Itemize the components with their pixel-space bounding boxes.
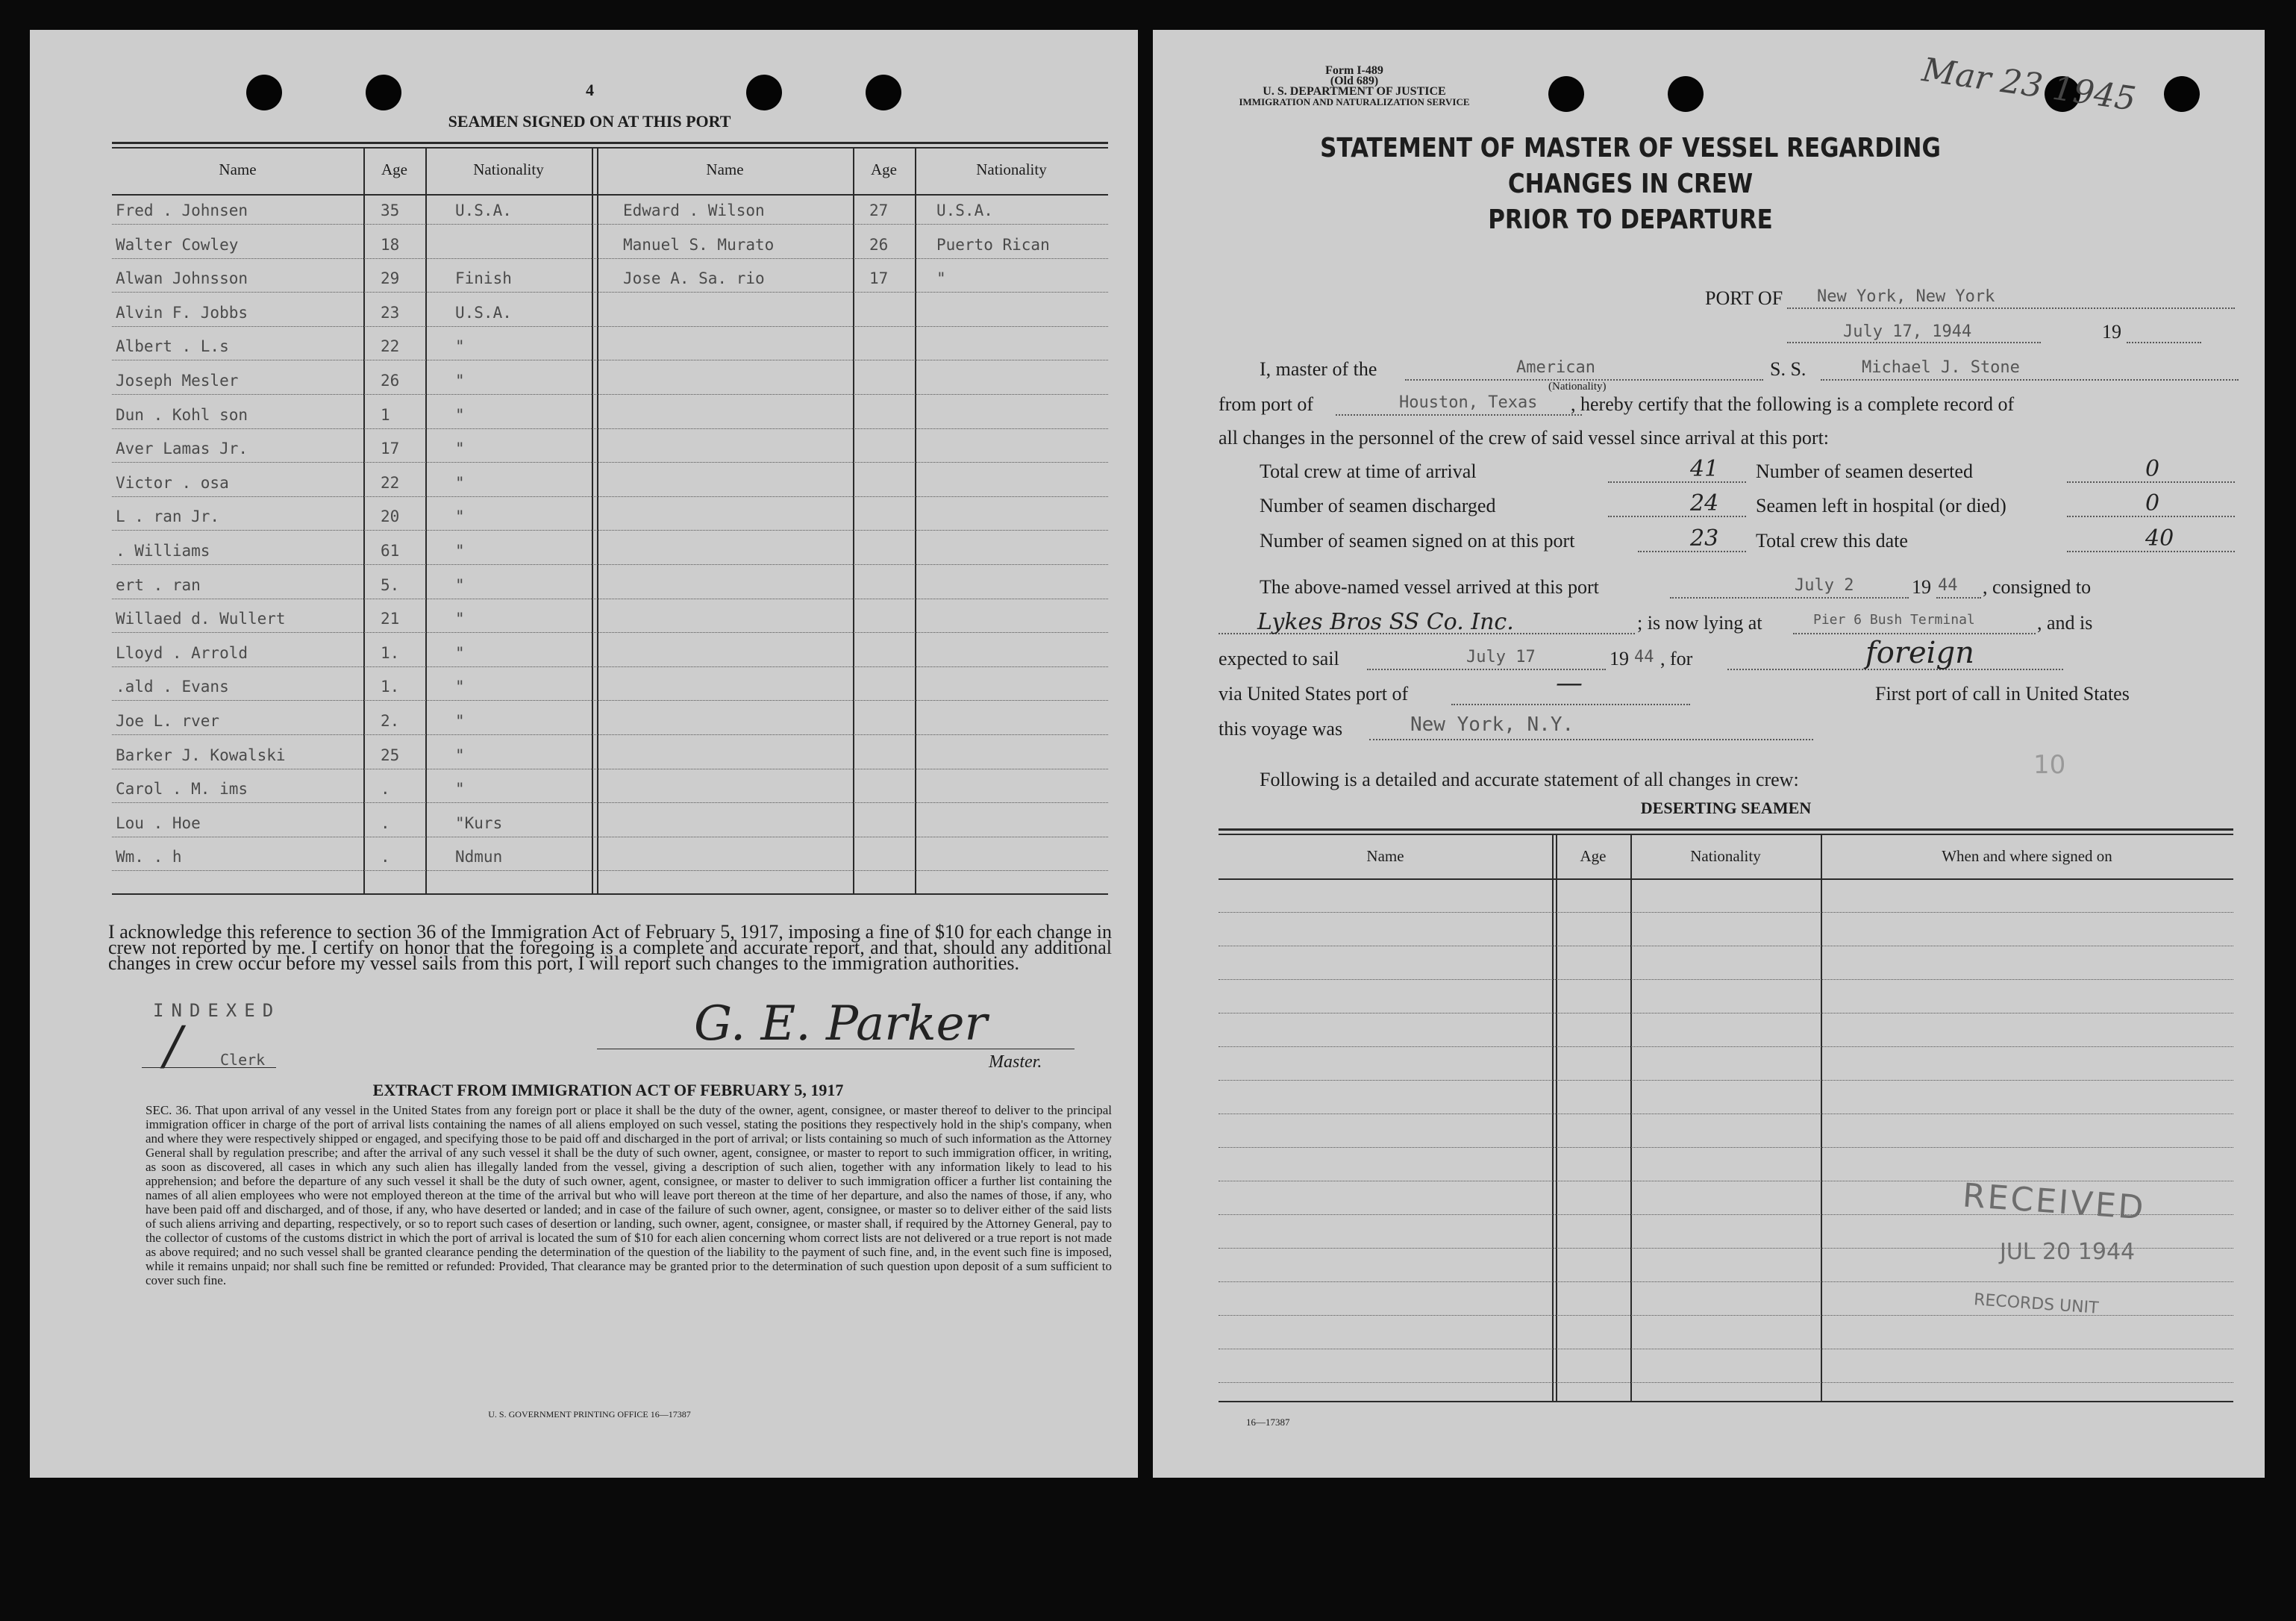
seaman-age: 21	[381, 610, 400, 628]
extract-title: EXTRACT FROM IMMIGRATION ACT OF FEBRUARY 5, 1917	[372, 1081, 844, 1099]
form-number: Form I-489	[1325, 64, 1383, 77]
stat2-dots	[2067, 551, 2235, 552]
arrived-label: The above-named vessel arrived at this port	[1260, 576, 1599, 598]
seaman-age: 61	[381, 542, 400, 560]
sail-year-value: 44	[1634, 648, 1654, 666]
certify-text: , hereby certify that the following is a complete record of	[1571, 393, 2015, 415]
punch-hole	[366, 75, 401, 110]
stat2-label: Total crew this date	[1756, 530, 1908, 552]
stat-dots	[1638, 551, 1746, 552]
seaman-name: Jose A. Sa. rio	[623, 269, 765, 287]
row-divider	[112, 326, 1108, 327]
stat2-value: 0	[2145, 490, 2160, 516]
voyage-label: this voyage was	[1219, 718, 1343, 740]
seaman-name: . Williams	[116, 542, 210, 560]
row-divider	[112, 530, 1108, 531]
desert-row-line	[1219, 979, 2233, 980]
seaman-age: 27	[869, 202, 889, 219]
footer-number: 16—17387	[1246, 1417, 1290, 1428]
header-name: Name	[219, 160, 257, 178]
master-of-label: I, master of the	[1260, 358, 1377, 380]
stat-value: 41	[1690, 456, 1719, 482]
seaman-nationality: U.S.A.	[455, 202, 512, 219]
desert-row-line	[1219, 1281, 2233, 1282]
seaman-age: 18	[381, 236, 400, 254]
seaman-nationality: "	[455, 337, 465, 355]
seaman-name: Alvin F. Jobbs	[116, 304, 248, 322]
seaman-age: 5.	[381, 576, 400, 594]
desert-row-line	[1219, 912, 2233, 913]
punch-hole	[1548, 76, 1584, 112]
form-title	[1258, 131, 2003, 238]
header-nationality-2: Nationality	[976, 160, 1047, 178]
extract-text: SEC. 36. That upon arrival of any vessel in the United States from any foreign port or place it shall be the duty of the owner, agent, consignee, or master thereof to deliver to the principal immigration officer in charge of the port of arrival lists containing the names of all aliens employed on such vessel, stating the positions they respectively hold in the ship's company, when and where they were respectively shipped or engaged, and specifying those to be paid off and discharged in the port of arrival; or lists containing so much of such information as the Attorney General shall by regulation prescribe; and after the arrival of any such vessel it shall be the duty of such owner, agent, consignee, or master to report to such immigration officer, in writing, as soon as discovered, all cases in which any such alien has illegally landed from the vessel, giving a description of such alien, together with any information likely to lead to his apprehension; and before the departure of any such vessel it shall be the duty of such owner, agent, consignee, or master to deliver to such immigration officer a further list containing the names of all alien employees who were not employed thereon at the time of the arrival but who will leave port thereon at the time of her departure, and also the names of those, if any, who have been paid off and discharged, and of those, if any, who have deserted or landed; and in case of the failure of such owner, agent, consignee, or master so to deliver either of the said lists of such aliens arriving and departing, respectively, or so to report such cases of desertion or landing, such owner, agent, consignee, or master shall, if required by the Attorney General, pay to the collector of customs of the customs district in which the port of arrival is located the sum of $10 for each alien concerning whom correct lists are not delivered or a true report is not made as above required; and no such vessel shall be granted clearance pending the determination of the question of the liability to the payment of such fine, and, in the event such fine is imposed, while it remains unpaid; nor shall such fine be remitted or refunded: Provided, That clearance may be granted prior to the determination of such question upon deposit of a sum sufficient to cover such fine.	[146, 1103, 1112, 1287]
seaman-name: Willaed d. Wullert	[116, 610, 286, 628]
title-line-1: STATEMENT OF MASTER OF VESSEL REGARDING CHANGES IN CREW	[1320, 133, 1941, 199]
right-page	[1153, 30, 2265, 1478]
desert-row-line	[1219, 1046, 2233, 1047]
desert-header-nationality: Nationality	[1690, 847, 1761, 865]
seaman-nationality: "	[455, 440, 465, 457]
seaman-age: 17	[869, 269, 889, 287]
year-prefix: 19	[2102, 321, 2121, 343]
faint-mark: 10	[2033, 750, 2066, 780]
sail-year: 19	[1610, 648, 1629, 669]
header-nationality: Nationality	[473, 160, 544, 178]
seaman-name: Victor . osa	[116, 474, 229, 492]
seaman-nationality: "	[455, 406, 465, 424]
lying-value: Pier 6 Bush Terminal	[1813, 612, 1975, 628]
page-number: 4	[586, 81, 594, 99]
consigned-label: , consigned to	[1983, 576, 2092, 598]
received-stamp: RECEIVED	[1961, 1176, 2148, 1228]
seaman-nationality: "	[455, 678, 465, 696]
seaman-name: Edward . Wilson	[623, 202, 765, 219]
seaman-name: Fred . Johnsen	[116, 202, 248, 219]
indexed-stamp: INDEXED	[153, 1000, 281, 1021]
title-line-2: PRIOR TO DEPARTURE	[1488, 204, 1773, 235]
table-title: SEAMEN SIGNED ON AT THIS PORT	[448, 112, 731, 131]
seaman-name: Carol . M. ims	[116, 780, 248, 798]
seaman-age: 1	[381, 406, 390, 424]
row-divider	[112, 700, 1108, 701]
port-value: New York, New York	[1817, 287, 1995, 306]
seaman-age: 1.	[381, 678, 400, 696]
stat-value: 23	[1690, 525, 1719, 552]
stat-value: 24	[1690, 490, 1719, 516]
department: U. S. DEPARTMENT OF JUSTICE	[1263, 85, 1446, 98]
seaman-name: Walter Cowley	[116, 236, 239, 254]
acknowledgement-text: I acknowledge this reference to section 36 of the Immigration Act of February 5, 1917, imposing a fine of $10 for each change in crew not reported by me. I certify on honor that the foregoing is a complete and accurate report, and that, should any additional changes in crew occur before my vessel sails from this port, I will report such changes to the immigration authorities.	[108, 921, 1112, 974]
seaman-age: 1.	[381, 644, 400, 662]
printer-line: U. S. GOVERNMENT PRINTING OFFICE 16—17387	[488, 1409, 691, 1419]
seaman-name: Wm. . h	[116, 848, 182, 866]
seaman-name: .ald . Evans	[116, 678, 229, 696]
stat2-dots	[2067, 481, 2235, 483]
punch-hole	[866, 75, 901, 110]
clerk-initial: /	[164, 1015, 182, 1076]
row-divider	[112, 632, 1108, 633]
nationality-caption: (Nationality)	[1548, 381, 1607, 393]
seaman-name: ert . ran	[116, 576, 201, 594]
records-unit-stamp: RECORDS UNIT	[1973, 1290, 2100, 1318]
punch-hole	[1668, 76, 1704, 112]
stat-label: Number of seamen signed on at this port	[1260, 530, 1575, 552]
seaman-age: 20	[381, 507, 400, 525]
row-divider	[112, 734, 1108, 735]
seaman-name: Lloyd . Arrold	[116, 644, 248, 662]
seaman-nationality: "Kurs	[455, 814, 503, 832]
service: IMMIGRATION AND NATURALIZATION SERVICE	[1239, 96, 1470, 107]
seaman-age: .	[381, 848, 390, 866]
desert-row-line	[1219, 1080, 2233, 1081]
seaman-age: 22	[381, 474, 400, 492]
stat2-dots	[2067, 516, 2235, 517]
seaman-age: 23	[381, 304, 400, 322]
punch-hole	[246, 75, 282, 110]
row-divider	[112, 258, 1108, 259]
form-header	[1205, 66, 1504, 107]
desert-header-age: Age	[1580, 847, 1607, 865]
left-page	[30, 30, 1138, 1478]
seaman-nationality: "	[936, 269, 946, 287]
date-value: July 17, 1944	[1843, 322, 1972, 341]
seaman-age: 17	[381, 440, 400, 457]
arrived-year: 19	[1912, 576, 1931, 598]
row-divider	[112, 224, 1108, 225]
seaman-nationality: Finish	[455, 269, 512, 287]
row-divider	[112, 870, 1108, 871]
header-age-2: Age	[871, 160, 897, 178]
seaman-nationality: "	[455, 712, 465, 730]
stat2-label: Seamen left in hospital (or died)	[1756, 495, 2006, 516]
punch-hole	[2164, 76, 2200, 112]
seaman-name: Barker J. Kowalski	[116, 746, 286, 764]
desert-row-line	[1219, 1382, 2233, 1383]
sail-value: July 17	[1466, 648, 1536, 666]
arrived-value: July 2	[1795, 576, 1854, 595]
seaman-name: Lou . Hoe	[116, 814, 201, 832]
stat-label: Total crew at time of arrival	[1260, 460, 1477, 482]
seaman-nationality: "	[455, 644, 465, 662]
for-value: foreign	[1865, 636, 1974, 670]
header-age: Age	[381, 160, 407, 178]
lying-label: ; is now lying at	[1637, 612, 1762, 634]
seaman-age: .	[381, 814, 390, 832]
header-name-2: Name	[706, 160, 744, 178]
seaman-nationality: "	[455, 576, 465, 594]
stat-dots	[1608, 516, 1746, 517]
row-divider	[112, 292, 1108, 293]
seaman-name: Manuel S. Murato	[623, 236, 775, 254]
seaman-nationality: "	[455, 372, 465, 390]
seaman-age: 29	[381, 269, 400, 287]
row-divider	[112, 666, 1108, 667]
first-call-label: First port of call in United States	[1875, 683, 2130, 705]
desert-row-line	[1219, 1147, 2233, 1148]
seaman-name: Joe L. rver	[116, 712, 220, 730]
row-divider	[112, 462, 1108, 463]
seaman-age: 26	[869, 236, 889, 254]
seaman-age: 26	[381, 372, 400, 390]
via-label: via United States port of	[1219, 683, 1409, 705]
all-changes-text: all changes in the personnel of the crew of said vessel since arrival at this port:	[1219, 427, 1830, 449]
port-of-label: PORT OF	[1705, 287, 1783, 309]
and-is: , and is	[2037, 612, 2093, 634]
seaman-nationality: U.S.A.	[936, 202, 993, 219]
voyage-value: New York, N.Y.	[1410, 713, 1574, 736]
handwritten-corner: Mar 23 1945	[1919, 51, 2139, 119]
desert-header-name: Name	[1366, 847, 1404, 865]
ss-label: S. S.	[1770, 358, 1807, 380]
seaman-nationality: Puerto Rican	[936, 236, 1050, 254]
seaman-age: .	[381, 780, 390, 798]
seaman-nationality: U.S.A.	[455, 304, 512, 322]
arrived-year-value: 44	[1938, 576, 1958, 595]
expected-label: expected to sail	[1219, 648, 1339, 669]
seaman-nationality: "	[455, 746, 465, 764]
seaman-age: 35	[381, 202, 400, 219]
row-divider	[112, 496, 1108, 497]
seaman-age: 2.	[381, 712, 400, 730]
seaman-name: Albert . L.s	[116, 337, 229, 355]
ss-value: Michael J. Stone	[1862, 358, 2020, 377]
stat-label: Number of seamen discharged	[1260, 495, 1496, 516]
stat2-value: 40	[2145, 525, 2174, 552]
row-divider	[112, 428, 1108, 429]
old-form-number: (Old 689)	[1330, 75, 1379, 87]
from-port-value: Houston, Texas	[1399, 393, 1538, 412]
clerk-label: Clerk	[220, 1051, 266, 1069]
seaman-nationality: "	[455, 507, 465, 525]
via-dash: —	[1556, 668, 1583, 699]
seaman-age: 25	[381, 746, 400, 764]
stat2-value: 0	[2145, 456, 2160, 482]
row-divider	[112, 394, 1108, 395]
seaman-nationality: "	[455, 610, 465, 628]
seaman-nationality: Ndmun	[455, 848, 503, 866]
received-date: JUL 20 1944	[2000, 1239, 2136, 1265]
stat2-label: Number of seamen deserted	[1756, 460, 1973, 482]
seaman-name: L . ran Jr.	[116, 507, 220, 525]
for-label: , for	[1660, 648, 1693, 669]
seaman-name: Dun . Kohl son	[116, 406, 248, 424]
following-text: Following is a detailed and accurate statement of all changes in crew:	[1260, 769, 1799, 790]
seaman-nationality: "	[455, 542, 465, 560]
seaman-name: Alwan Johnsson	[116, 269, 248, 287]
seaman-name: Joseph Mesler	[116, 372, 239, 390]
desert-header-when: When and where signed on	[1942, 847, 2112, 865]
consignee-value: Lykes Bros SS Co. Inc.	[1257, 609, 1514, 635]
seaman-nationality: "	[455, 780, 465, 798]
from-port-label: from port of	[1219, 393, 1314, 415]
stat-dots	[1608, 481, 1746, 483]
deserting-title: DESERTING SEAMEN	[1640, 799, 1812, 817]
master-label: Master.	[989, 1052, 1042, 1072]
seaman-age: 22	[381, 337, 400, 355]
row-divider	[112, 564, 1108, 565]
punch-hole	[746, 75, 782, 110]
seaman-name: Aver Lamas Jr.	[116, 440, 248, 457]
nationality-value: American	[1516, 358, 1595, 377]
row-divider	[112, 802, 1108, 803]
master-signature: G. E. Parker	[694, 996, 988, 1052]
seaman-nationality: "	[455, 474, 465, 492]
